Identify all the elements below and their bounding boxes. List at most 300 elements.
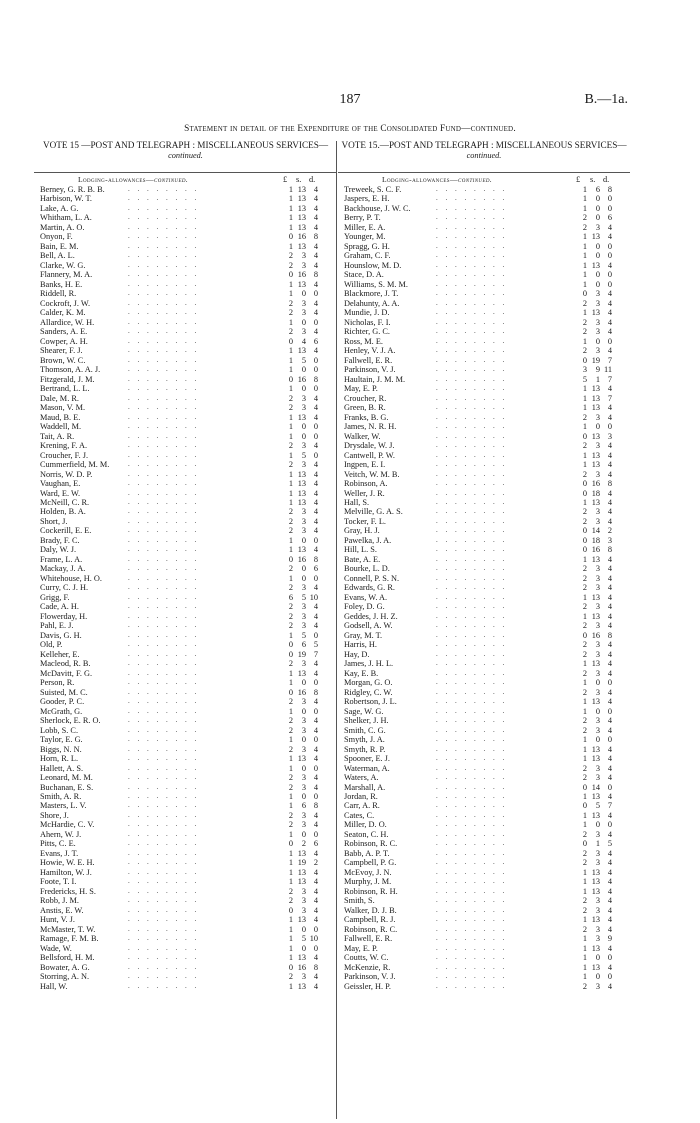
amount-pounds: 1 (288, 279, 293, 289)
amount-pence: 0 (607, 203, 612, 213)
list-item (338, 868, 630, 877)
entry-name: Grigg, F. (40, 592, 70, 602)
list-item (338, 792, 630, 801)
amount-shillings: 3 (301, 905, 306, 915)
list-item (34, 783, 337, 792)
amount-pence: 4 (313, 905, 318, 915)
amount-shillings: 3 (595, 687, 600, 697)
list-item (34, 593, 337, 602)
amount-pence: 4 (607, 611, 612, 621)
amount-pence: 0 (313, 355, 318, 365)
entry-name: Ramage, F. M. B. (40, 934, 99, 944)
entry-name: McHardie, C. V. (40, 820, 95, 830)
amount-shillings: 0 (301, 573, 306, 583)
amount-pounds: 1 (288, 706, 293, 716)
leader-dots: . . . . . . . . (128, 972, 200, 981)
list-item (338, 327, 630, 336)
list-item (34, 707, 337, 716)
amount-shillings: 5 (301, 934, 306, 944)
list-item (338, 820, 630, 829)
entry-name: Mackay, J. A. (40, 564, 86, 574)
amount-pounds: 2 (582, 668, 587, 678)
entry-name: Lobb, S. C. (40, 725, 79, 735)
leader-dots: . . . . . . . . (436, 336, 508, 345)
list-item (34, 925, 337, 934)
list-item (34, 507, 337, 516)
leader-dots: . . . . . . . . (436, 241, 508, 250)
amount-pence: 0 (313, 706, 318, 716)
amount-shillings: 3 (595, 564, 600, 574)
list-item (338, 251, 630, 260)
amount-pounds: 1 (582, 185, 587, 194)
list-item (338, 308, 630, 317)
list-item (338, 906, 630, 915)
amount-shillings: 0 (595, 706, 600, 716)
amount-shillings: 16 (297, 554, 306, 564)
amount-pence: 8 (607, 185, 612, 194)
amount-shillings: 1 (595, 839, 600, 849)
list-item (338, 839, 630, 848)
amount-pounds: 2 (288, 507, 293, 517)
leader-dots: . . . . . . . . (436, 687, 508, 696)
amount-pounds: 2 (582, 716, 587, 726)
amount-pence: 4 (313, 327, 318, 337)
heading-rule (338, 172, 630, 173)
list-item (338, 384, 630, 393)
amount-pounds: 1 (582, 706, 587, 716)
entry-name: Harris, H. (344, 640, 377, 650)
leader-dots: . . . . . . . . (128, 573, 200, 582)
leader-dots: . . . . . . . . (436, 630, 508, 639)
amount-pence: 4 (607, 687, 612, 697)
leader-dots: . . . . . . . . (436, 279, 508, 288)
amount-shillings: 0 (595, 213, 600, 223)
amount-pence: 0 (607, 422, 612, 432)
entry-name: McMaster, T. W. (40, 924, 96, 934)
amount-pence: 4 (607, 346, 612, 356)
list-item (34, 764, 337, 773)
amount-pence: 4 (607, 317, 612, 327)
amount-pence: 4 (313, 886, 318, 896)
amount-pence: 4 (313, 725, 318, 735)
amount-pence: 7 (607, 374, 612, 384)
amount-pounds: 2 (582, 327, 587, 337)
amount-shillings: 13 (591, 810, 600, 820)
amount-pence: 2 (607, 526, 612, 536)
list-item (338, 707, 630, 716)
amount-pounds: 2 (582, 469, 587, 479)
list-item (338, 972, 630, 981)
entry-name: Tait, A. R. (40, 431, 75, 441)
page-number: 187 (339, 92, 361, 107)
entry-name: Short, J. (40, 516, 68, 526)
leader-dots: . . . . . . . . (128, 905, 200, 914)
amount-shillings: 0 (301, 706, 306, 716)
list-item (338, 801, 630, 810)
list-item (338, 394, 630, 403)
entry-name: Haultain, J. M. M. (344, 374, 406, 384)
amount-pounds: 1 (288, 469, 293, 479)
amount-pence: 4 (607, 592, 612, 602)
leader-dots: . . . . . . . . (436, 867, 508, 876)
amount-pounds: 2 (582, 317, 587, 327)
amount-shillings: 0 (595, 270, 600, 280)
entry-name: Waddell, M. (40, 422, 82, 432)
amount-pence: 4 (607, 450, 612, 460)
amount-pence: 4 (313, 659, 318, 669)
entry-name: Taylor, E. G. (40, 735, 83, 745)
subhead-row (338, 174, 630, 185)
entry-name: Campbell, R. J. (344, 915, 396, 925)
list-item (34, 631, 337, 640)
amount-shillings: 5 (595, 801, 600, 811)
leader-dots: . . . . . . . . (128, 431, 200, 440)
entry-name: Henley, V. J. A. (344, 346, 396, 356)
entry-name: Nicholas, F. I. (344, 317, 391, 327)
amount-shillings: 0 (595, 972, 600, 982)
amount-pence: 4 (607, 763, 612, 773)
vote-title (338, 140, 630, 170)
amount-pence: 0 (607, 953, 612, 963)
amount-pounds: 0 (288, 640, 293, 650)
amount-pence: 4 (313, 668, 318, 678)
entry-name: McGrath, G. (40, 706, 83, 716)
leader-dots: . . . . . . . . (128, 592, 200, 601)
amount-pounds: 6 (288, 592, 293, 602)
leader-dots: . . . . . . . . (436, 744, 508, 753)
list-item (338, 934, 630, 943)
amount-shillings: 13 (297, 346, 306, 356)
amount-pence: 4 (607, 829, 612, 839)
amount-pounds: 1 (288, 194, 293, 204)
amount-pence: 4 (313, 810, 318, 820)
amount-pence: 4 (313, 488, 318, 498)
amount-shillings: 3 (301, 611, 306, 621)
entry-name: Evans, J. T. (40, 848, 79, 858)
amount-pence: 8 (313, 801, 318, 811)
amount-pence: 4 (313, 203, 318, 213)
list-item (34, 318, 337, 327)
entry-name: Flannery, M. A. (40, 270, 93, 280)
amount-shillings: 0 (595, 735, 600, 745)
list-item (338, 422, 630, 431)
amount-pence: 4 (607, 858, 612, 868)
amount-shillings: 3 (301, 744, 306, 754)
leader-dots: . . . . . . . . (436, 782, 508, 791)
amount-pounds: 1 (582, 678, 587, 688)
amount-pence: 8 (313, 554, 318, 564)
amount-shillings: 0 (595, 279, 600, 289)
amount-shillings: 13 (297, 953, 306, 963)
list-item (338, 678, 630, 687)
amount-shillings: 3 (301, 659, 306, 669)
entry-name: Hunt, V. J. (40, 915, 75, 925)
amount-pounds: 1 (582, 460, 587, 470)
amount-shillings: 16 (591, 479, 600, 489)
amount-pounds: 1 (582, 943, 587, 953)
amount-shillings: 0 (301, 431, 306, 441)
amount-pounds: 1 (288, 412, 293, 422)
amount-shillings: 14 (591, 782, 600, 792)
entry-name: Norris, W. D. P. (40, 469, 93, 479)
leader-dots: . . . . . . . . (436, 678, 508, 687)
leader-dots: . . . . . . . . (128, 365, 200, 374)
amount-shillings: 13 (297, 915, 306, 925)
amount-pounds: 1 (582, 422, 587, 432)
amount-pounds: 1 (582, 554, 587, 564)
amount-pounds: 2 (582, 507, 587, 517)
amount-pence: 4 (607, 668, 612, 678)
amount-pence: 4 (313, 279, 318, 289)
leader-dots: . . . . . . . . (128, 934, 200, 943)
entry-name: McKenzie, R. (344, 962, 391, 972)
entry-name: Walker, D. J. B. (344, 905, 397, 915)
list-item (34, 394, 337, 403)
list-item (34, 953, 337, 962)
amount-pence: 8 (313, 962, 318, 972)
leader-dots: . . . . . . . . (436, 393, 508, 402)
amount-pence: 4 (607, 924, 612, 934)
list-item (338, 726, 630, 735)
amount-pounds: 2 (288, 773, 293, 783)
entry-name: Smith, C. G. (344, 725, 386, 735)
amount-pounds: 1 (288, 877, 293, 887)
amount-pounds: 1 (288, 535, 293, 545)
amount-shillings: 0 (301, 763, 306, 773)
list-item (34, 555, 337, 564)
amount-pence: 3 (607, 535, 612, 545)
amount-pence: 4 (313, 479, 318, 489)
amount-shillings: 3 (301, 886, 306, 896)
amount-pounds: 1 (582, 915, 587, 925)
amount-pounds: 1 (582, 232, 587, 242)
leader-dots: . . . . . . . . (436, 203, 508, 212)
leader-dots: . . . . . . . . (128, 583, 200, 592)
amount-pence: 7 (607, 355, 612, 365)
amount-pounds: 0 (582, 839, 587, 849)
entry-name: James, N. R. H. (344, 422, 397, 432)
leader-dots: . . . . . . . . (436, 422, 508, 431)
amount-pounds: 2 (288, 251, 293, 261)
entry-name: Kay, E. B. (344, 668, 379, 678)
leader-dots: . . . . . . . . (128, 374, 200, 383)
entry-name: Bellsford, H. M. (40, 953, 95, 963)
entry-name: Bowater, A. G. (40, 962, 90, 972)
leader-dots: . . . . . . . . (128, 744, 200, 753)
list-item (34, 422, 337, 431)
amount-pounds: 0 (288, 270, 293, 280)
leader-dots: . . . . . . . . (436, 706, 508, 715)
amount-pence: 4 (607, 744, 612, 754)
list-item (338, 460, 630, 469)
amount-pounds: 2 (288, 526, 293, 536)
amount-pounds: 1 (288, 754, 293, 764)
amount-pence: 4 (313, 877, 318, 887)
list-item (338, 764, 630, 773)
amount-pounds: 5 (582, 374, 587, 384)
amount-shillings: 3 (595, 668, 600, 678)
amount-pence: 4 (313, 915, 318, 925)
entry-name: Fredericks, H. S. (40, 886, 96, 896)
amount-pence: 0 (313, 384, 318, 394)
amount-pounds: 0 (288, 905, 293, 915)
list-item (338, 745, 630, 754)
amount-shillings: 3 (301, 725, 306, 735)
amount-shillings: 3 (595, 896, 600, 906)
leader-dots: . . . . . . . . (128, 526, 200, 535)
list-item (34, 470, 337, 479)
amount-pounds: 1 (582, 810, 587, 820)
amount-shillings: 6 (301, 801, 306, 811)
list-item (338, 470, 630, 479)
list-item (338, 716, 630, 725)
amount-pence: 8 (607, 630, 612, 640)
list-item (338, 925, 630, 934)
leader-dots: . . . . . . . . (436, 545, 508, 554)
leader-dots: . . . . . . . . (128, 346, 200, 355)
amount-pence: 4 (313, 867, 318, 877)
list-item (338, 526, 630, 535)
leader-dots: . . . . . . . . (128, 829, 200, 838)
entry-name: Whitham, L. A. (40, 213, 92, 223)
entry-name: Curry, C. J. H. (40, 583, 89, 593)
entry-name: Flowerday, H. (40, 611, 88, 621)
amount-shillings: 0 (301, 924, 306, 934)
leader-dots: . . . . . . . . (436, 526, 508, 535)
leader-dots: . . . . . . . . (128, 516, 200, 525)
list-item (338, 432, 630, 441)
amount-pounds: 0 (288, 649, 293, 659)
amount-pounds: 1 (582, 497, 587, 507)
amount-pounds: 1 (288, 848, 293, 858)
amount-shillings: 3 (301, 583, 306, 593)
amount-shillings: 13 (591, 877, 600, 887)
leader-dots: . . . . . . . . (128, 441, 200, 450)
entry-name: Holden, B. A. (40, 507, 86, 517)
amount-pounds: 1 (288, 241, 293, 251)
amount-pence: 0 (607, 270, 612, 280)
leader-dots: . . . . . . . . (436, 564, 508, 573)
list-item (338, 659, 630, 668)
entry-name: Connell, P. S. N. (344, 573, 400, 583)
amount-pence: 4 (607, 260, 612, 270)
amount-pence: 4 (607, 915, 612, 925)
list-item (34, 204, 337, 213)
amount-shillings: 3 (301, 260, 306, 270)
amount-shillings: 3 (595, 346, 600, 356)
amount-shillings: 3 (595, 848, 600, 858)
amount-shillings: 13 (591, 393, 600, 403)
amount-pounds: 1 (288, 222, 293, 232)
amount-pounds: 0 (582, 545, 587, 555)
amount-pence: 0 (313, 431, 318, 441)
amount-shillings: 0 (595, 953, 600, 963)
list-item (338, 413, 630, 422)
list-item (34, 944, 337, 953)
entry-name: May, E. P. (344, 384, 378, 394)
amount-pence: 4 (313, 222, 318, 232)
amount-pence: 4 (313, 773, 318, 783)
entry-name: Onyon, F. (40, 232, 73, 242)
leader-dots: . . . . . . . . (128, 317, 200, 326)
amount-shillings: 18 (591, 535, 600, 545)
amount-pounds: 1 (288, 488, 293, 498)
entry-name: Carr, A. R. (344, 801, 380, 811)
entry-name: Bain, E. M. (40, 241, 79, 251)
amount-pence: 11 (604, 365, 612, 375)
amount-shillings: 3 (595, 602, 600, 612)
amount-shillings: 3 (301, 516, 306, 526)
amount-pence: 0 (607, 251, 612, 261)
list-item (34, 289, 337, 298)
entry-name: Franks, B. G. (344, 412, 389, 422)
entry-name: Mundie, J. D. (344, 308, 390, 318)
amount-pence: 4 (607, 298, 612, 308)
amount-shillings: 3 (595, 763, 600, 773)
list-item (338, 441, 630, 450)
amount-pence: 4 (313, 469, 318, 479)
amount-pence: 4 (607, 905, 612, 915)
amount-shillings: 3 (595, 573, 600, 583)
leader-dots: . . . . . . . . (128, 308, 200, 317)
leader-dots: . . . . . . . . (436, 365, 508, 374)
amount-shillings: 3 (595, 289, 600, 299)
amount-pounds: 1 (288, 943, 293, 953)
leader-dots: . . . . . . . . (436, 810, 508, 819)
left-column (34, 140, 337, 991)
amount-pounds: 1 (582, 659, 587, 669)
amount-shillings: 3 (595, 327, 600, 337)
subhead-label (382, 174, 492, 185)
amount-shillings: 3 (595, 298, 600, 308)
entry-name: Whitehouse, H. O. (40, 573, 102, 583)
leader-dots: . . . . . . . . (128, 479, 200, 488)
amount-pence: 0 (313, 630, 318, 640)
list-item (338, 337, 630, 346)
entry-name: Smyth, J. A. (344, 735, 385, 745)
amount-pence: 0 (607, 678, 612, 688)
amount-pounds: 2 (288, 308, 293, 318)
amount-pounds: 1 (582, 953, 587, 963)
vote-title (34, 140, 337, 170)
list-item (34, 877, 337, 886)
entry-name: Macleod, R. B. (40, 659, 91, 669)
leader-dots: . . . . . . . . (436, 972, 508, 981)
left-entries (34, 185, 337, 991)
amount-pence: 0 (607, 241, 612, 251)
list-item (34, 194, 337, 203)
entry-name: Brown, W. C. (40, 355, 86, 365)
vote-title-continued: continued. (466, 151, 502, 160)
amount-pounds: 1 (288, 829, 293, 839)
subhead-continued: continued. (153, 175, 189, 184)
list-item (34, 868, 337, 877)
amount-shillings: 13 (591, 308, 600, 318)
amount-pounds: 0 (582, 630, 587, 640)
amount-shillings: 0 (301, 535, 306, 545)
amount-shillings: 13 (591, 497, 600, 507)
amount-shillings: 13 (297, 469, 306, 479)
amount-pounds: 1 (288, 479, 293, 489)
list-item (34, 697, 337, 706)
leader-dots: . . . . . . . . (128, 820, 200, 829)
amount-pence: 4 (313, 516, 318, 526)
list-item (34, 801, 337, 810)
list-item (34, 413, 337, 422)
list-item (34, 498, 337, 507)
entry-name: Calder, K. M. (40, 308, 86, 318)
amount-pounds: 1 (288, 630, 293, 640)
